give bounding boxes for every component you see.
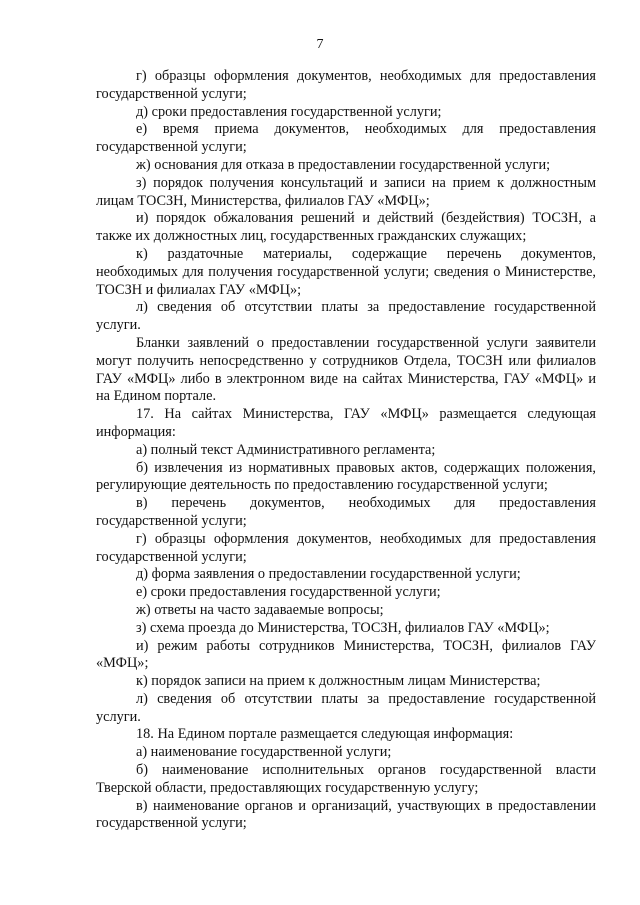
paragraph-d-terms: д) сроки предоставления государственной услуги; (136, 103, 442, 120)
paragraph-17e-terms: е) сроки предоставления государственной услуги; (136, 584, 441, 601)
document-body (96, 68, 596, 833)
page-number: 7 (316, 37, 324, 52)
paragraph-application-forms: Бланки заявлений о предоставлении государственной услуги заявители могут получить непосредственно у сотрудников Отдела, ТОСЗН или филиалов ГАУ «МФЦ» либо в электронном виде на сайтах Министерства, ГАУ «МФЦ» и на Едином портале. (96, 334, 596, 405)
paragraph-l-no-fee: л) сведения об отсутствии платы за предоставление государственной услуги. (96, 299, 596, 334)
paragraph-17b-excerpts: б) извлечения из нормативных правовых актов, содержащих положения, регулирующие деятельность по предоставлению государственной услуги; (96, 459, 596, 494)
paragraph-k-handouts: к) раздаточные материалы, содержащие перечень документов, необходимых для получения государственной услуги; сведения о Министерстве, ТОСЗН и филиалах ГАУ «МФЦ»; (96, 245, 596, 298)
paragraph-17l-no-fee: л) сведения об отсутствии платы за предоставление государственной услуги. (96, 690, 596, 725)
paragraph-17k-appointment-order: к) порядок записи на прием к должностным лицам Министерства; (136, 673, 541, 690)
paragraph-17v-document-list: в) перечень документов, необходимых для предоставления государственной услуги; (96, 495, 596, 529)
paragraph-17z-route-scheme: з) схема проезда до Министерства, ТОСЗН, филиалов ГАУ «МФЦ»; (136, 619, 550, 636)
paragraph-17i-working-hours: и) режим работы сотрудников Министерства, ТОСЗН, филиалов ГАУ «МФЦ»; (96, 637, 596, 672)
paragraph-17a-full-text: а) полный текст Административного регламента; (136, 441, 436, 458)
paragraph-z-consultation-order: з) порядок получения консультаций и записи на прием к должностным лицам ТОСЗН, Министерства, филиалов ГАУ «МФЦ»; (96, 174, 596, 209)
paragraph-17g-samples: г) образцы оформления документов, необходимых для предоставления государственной услуги; (96, 530, 596, 565)
paragraph-18-unified-portal: 18. На Едином портале размещается следующая информация: (136, 726, 514, 743)
paragraph-e-reception-time: е) время приема документов, необходимых для предоставления государственной услуги; (96, 121, 596, 156)
paragraph-18b-executive-bodies: б) наименование исполнительных органов государственной власти Тверской области, предоставляющих государственную услугу; (96, 762, 596, 796)
paragraph-18v-participating-bodies: в) наименование органов и организаций, участвующих в предоставлении государственной услуги; (96, 797, 596, 832)
paragraph-17zh-faq: ж) ответы на часто задаваемые вопросы; (136, 601, 384, 618)
paragraph-17d-application-form: д) форма заявления о предоставлении государственной услуги; (136, 566, 521, 583)
paragraph-zh-refusal-grounds: ж) основания для отказа в предоставлении государственной услуги; (136, 156, 551, 173)
paragraph-18a-service-name: а) наименование государственной услуги; (136, 744, 392, 761)
paragraph-17-websites: 17. На сайтах Министерства, ГАУ «МФЦ» размещается следующая информация: (96, 406, 596, 440)
paragraph-i-appeal-order: и) порядок обжалования решений и действий (бездействия) ТОСЗН, а также их должностных лиц, государственных гражданских служащих; (96, 210, 596, 245)
paragraph-g-samples: г) образцы оформления документов, необходимых для предоставления государственной услуги; (96, 68, 596, 102)
